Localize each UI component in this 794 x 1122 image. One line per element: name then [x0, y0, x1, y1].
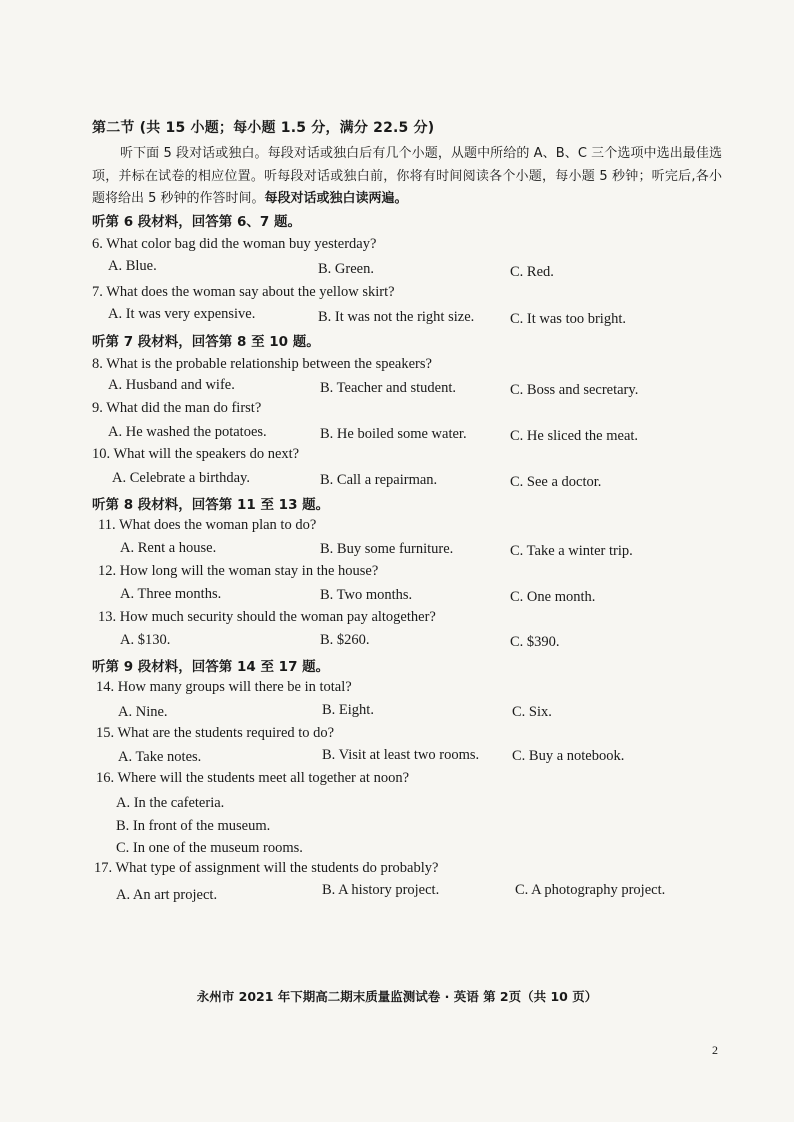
q9-option-c: C. He sliced the meat. — [510, 428, 639, 444]
question-13: 13. How much security should the woman pay altogether? — [98, 609, 436, 625]
q17-option-a: A. An art project. — [116, 887, 218, 903]
instructions-emphasis: 每段对话或独白读两遍。 — [264, 191, 408, 206]
question-12: 12. How long will the woman stay in the house? — [98, 563, 379, 579]
q6-option-a: A. Blue. — [108, 258, 157, 274]
q16-option-c: C. In one of the museum rooms. — [116, 840, 303, 856]
q10-option-b: B. Call a repairman. — [320, 472, 438, 488]
q9-option-b: B. He boiled some water. — [320, 426, 467, 442]
q16-option-a: A. In the cafeteria. — [116, 795, 225, 811]
q7-option-c: C. It was too bright. — [510, 311, 626, 327]
instructions-text: 听下面 5 段对话或独白。每段对话或独白后有几个小题，从题中所给的 A、B、C 三个选项中选出最佳选项，并标在试卷的相应位置。听每段对话或独白前，你将有时间阅读各个小题，每小题 5 秒钟；听完后,各小题将给出 5 秒钟的作答时间。 — [92, 146, 722, 206]
q7-option-a: A. It was very expensive. — [108, 306, 256, 322]
question-15: 15. What are the students required to do? — [96, 725, 335, 741]
q11-option-b: B. Buy some furniture. — [320, 541, 454, 557]
q12-option-a: A. Three months. — [120, 586, 222, 602]
q15-option-a: A. Take notes. — [118, 749, 202, 765]
q14-option-a: A. Nine. — [118, 704, 168, 720]
q17-option-c: C. A photography project. — [515, 882, 666, 898]
page-footer: 永州市 2021 年下期高二期末质量监测试卷 · 英语 第 2页（共 10 页） — [196, 989, 598, 1004]
question-17: 17. What type of assignment will the students do probably? — [94, 860, 439, 876]
q13-option-b: B. $260. — [320, 632, 370, 648]
q11-option-a: A. Rent a house. — [120, 540, 217, 556]
q10-option-c: C. See a doctor. — [510, 474, 602, 490]
q6-option-c: C. Red. — [510, 264, 554, 280]
question-8: 8. What is the probable relationship between the speakers? — [92, 356, 432, 372]
question-11: 11. What does the woman plan to do? — [98, 517, 317, 533]
q6-option-b: B. Green. — [318, 261, 374, 277]
q13-option-a: A. $130. — [120, 632, 171, 648]
q8-option-a: A. Husband and wife. — [108, 377, 235, 393]
group-label-7: 听第 7 段材料，回答第 8 至 10 题。 — [92, 334, 320, 350]
q11-option-c: C. Take a winter trip. — [510, 543, 633, 559]
question-7: 7. What does the woman say about the yellow skirt? — [92, 284, 395, 300]
q15-option-c: C. Buy a notebook. — [512, 748, 625, 764]
q10-option-a: A. Celebrate a birthday. — [112, 470, 250, 486]
q8-option-b: B. Teacher and student. — [320, 380, 457, 396]
q14-option-c: C. Six. — [512, 704, 552, 720]
page-number: 2 — [712, 1043, 718, 1057]
group-label-9: 听第 9 段材料，回答第 14 至 17 题。 — [92, 659, 330, 675]
q16-option-b: B. In front of the museum. — [116, 818, 271, 834]
question-10: 10. What will the speakers do next? — [92, 446, 300, 462]
question-14: 14. How many groups will there be in total? — [96, 679, 352, 695]
q12-option-b: B. Two months. — [320, 587, 413, 603]
q17-option-b: B. A history project. — [322, 882, 440, 898]
q8-option-c: C. Boss and secretary. — [510, 382, 639, 398]
group-label-6: 听第 6 段材料，回答第 6、7 题。 — [92, 214, 301, 230]
question-6: 6. What color bag did the woman buy yesterday? — [92, 236, 377, 252]
question-9: 9. What did the man do first? — [92, 400, 262, 416]
q9-option-a: A. He washed the potatoes. — [108, 424, 267, 440]
question-16: 16. Where will the students meet all together at noon? — [96, 770, 410, 786]
q12-option-c: C. One month. — [510, 589, 596, 605]
q14-option-b: B. Eight. — [322, 702, 374, 718]
q15-option-b: B. Visit at least two rooms. — [322, 747, 480, 763]
q7-option-b: B. It was not the right size. — [318, 309, 475, 325]
section-title: 第二节 (共 15 小题；每小题 1.5 分，满分 22.5 分) — [92, 120, 435, 136]
group-label-8: 听第 8 段材料，回答第 11 至 13 题。 — [92, 497, 330, 513]
section-instructions — [92, 143, 722, 211]
q13-option-c: C. $390. — [510, 634, 560, 650]
